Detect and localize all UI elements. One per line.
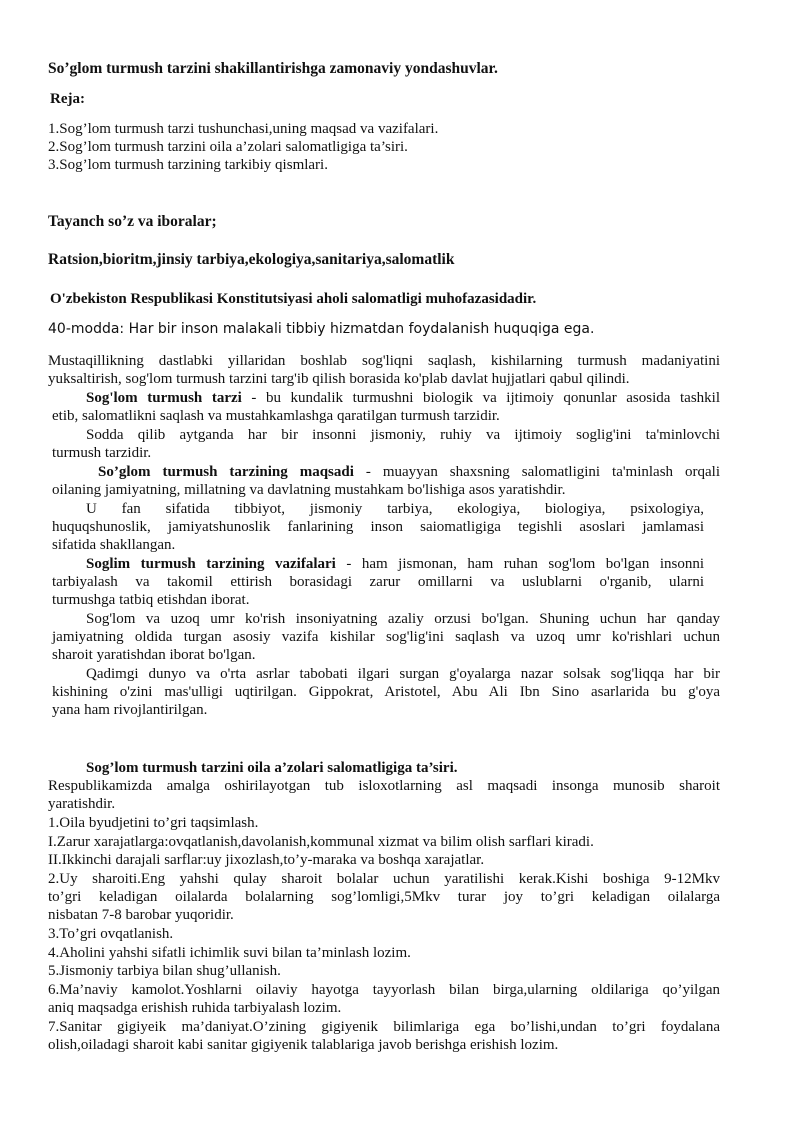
- constitution-heading: O'zbekiston Respublikasi Konstitutsiyasi aholi salomatligi muhofazasidadir.: [50, 291, 537, 307]
- body-line: Sodda qilib aytganda har bir insonni jismoniy, ruhiy va ijtimoiy soglig'ini ta'minlovchi: [86, 427, 720, 443]
- section2-line: 5.Jismoniy tarbiya bilan shug’ullanish.: [48, 963, 281, 979]
- section2-line: nisbatan 7-8 barobar yuqoridir.: [48, 907, 234, 923]
- term-healthy-lifestyle: Sog'lom turmush tarzi: [86, 390, 242, 406]
- body-line: Mustaqillikning dastlabki yillaridan boshlab sog'liqni saqlash, kishilarning turmush madaniyatini: [48, 353, 720, 369]
- body-line: kishining o'zini mas'ulligi uqtirilgan. Gippokrat, Aristotel, Abu Ali Ibn Sino asarlarida bu g'oya: [52, 684, 720, 700]
- body-line: turmush tarzidir.: [52, 445, 152, 461]
- term-tasks: Soglim turmush tarzining vazifalari: [86, 556, 336, 572]
- body-line: So’glom turmush tarzining maqsadi - muayyan shaxsning salomatligini ta'minlash orqali: [98, 464, 720, 480]
- section2-line: 1.Oila byudjetini to’gri taqsimlash.: [48, 815, 259, 831]
- body-line: sifatida shakllangan.: [52, 537, 176, 553]
- plan-item: 2.Sog’lom turmush tarzini oila a’zolari salomatligiga ta’siri.: [48, 139, 408, 155]
- section2-line: 6.Ma’naviy kamolot.Yoshlarni oilaviy hayotga tayyorlash bilan birga,ularning oldilariga qo’yilgan: [48, 982, 720, 998]
- section2-line: aniq maqsadga erishish ruhida tarbiyalash lozim.: [48, 1000, 342, 1016]
- section2-line: yaratishdir.: [48, 796, 116, 812]
- body-line: yuksaltirish, sog'lom turmush tarzini targ'ib qilish borasida ko'plab davlat hujjatlari qabul qilindi.: [48, 371, 630, 387]
- section2-line: 3.To’gri ovqatlanish.: [48, 926, 174, 942]
- section2-line: II.Ikkinchi darajali sarflar:uy jixozlash,to’y-maraka va boshqa xarajatlar.: [48, 852, 485, 868]
- keywords-list: Ratsion,bioritm,jinsiy tarbiya,ekologiya,sanitariya,salomatlik: [48, 251, 455, 268]
- section2-line: olish,oiladagi sharoit kabi sanitar gigiyenik talablariga javob berishga erishish lozim.: [48, 1037, 559, 1053]
- body-line: Qadimgi dunyo va o'rta asrlar tabobati ilgari surgan g'oyalarga nazar solsak sog'liqqa har bir: [86, 666, 720, 682]
- term-goal: So’glom turmush tarzining maqsadi: [98, 464, 354, 480]
- section2-line: to’gri keladigan oilalarda bolalarning sog’lomligi,5Mkv turar joy to’gri keladigan oilalarga: [48, 889, 720, 905]
- body-line: U fan sifatida tibbiyot, jismoniy tarbiya, ekologiya, biologiya, psixologiya,: [86, 501, 704, 517]
- section2-line: 4.Aholini yahshi sifatli ichimlik suvi bilan ta’minlash lozim.: [48, 945, 411, 961]
- section2-heading: Sog’lom turmush tarzini oila a’zolari salomatligiga ta’siri.: [86, 760, 458, 776]
- body-line: etib, salomatlikni saqlash va mustahkamlashga qaratilgan turmush tarzidir.: [52, 408, 500, 424]
- body-line: Sog'lom turmush tarzi - bu kundalik turmushni biologik va ijtimoiy qonunlar asosida tashkil: [86, 390, 720, 406]
- body-line: oilaning jamiyatning, millatning va davlatning mustahkam bo'lishiga asos yaratishdir.: [52, 482, 566, 498]
- body-line: turmushga tatbiq etishdan iborat.: [52, 592, 250, 608]
- keywords-heading: Tayanch so’z va iboralar;: [48, 213, 217, 230]
- body-line: tarbiyalash va takomil ettirish borasidagi zarur omillarni va uslublarni o'rganib, ularni: [52, 574, 704, 590]
- plan-item: 3.Sog’lom turmush tarzining tarkibiy qismlari.: [48, 157, 328, 173]
- section2-line: 2.Uy sharoiti.Eng yahshi qulay sharoit bolalar uchun yaratilishi kerak.Kishi boshiga 9-12Mkv: [48, 871, 720, 887]
- body-line: huquqshunoslik, jamiyatshunoslik fanlarining inson saiomatligiga tegishli asoslari jamlamasi: [52, 519, 704, 535]
- body-line: sharoit yaratishdan iborat bo'lgan.: [52, 647, 256, 663]
- document-title: So’glom turmush tarzini shakillantirishga zamonaviy yondashuvlar.: [48, 60, 498, 77]
- body-line: yana ham rivojlantirilgan.: [52, 702, 208, 718]
- plan-heading: Reja:: [50, 91, 85, 107]
- section2-line: 7.Sanitar gigiyeik ma’daniyat.O’zining gigiyenik bilimlariga ega bo’lishi,undan to’gri foydalana: [48, 1019, 720, 1035]
- body-line: Sog'lom va uzoq umr ko'rish insoniyatning azaliy orzusi bo'lgan. Shuning uchun har qanday: [86, 611, 720, 627]
- constitution-article: 40-modda: Har bir inson malakali tibbiy hizmatdan foydalanish huquqiga ega.: [48, 321, 595, 337]
- body-line: Soglim turmush tarzining vazifalari - ham jismonan, ham ruhan sog'lom bo'lgan insonni: [86, 556, 704, 572]
- section2-line: I.Zarur xarajatlarga:ovqatlanish,davolanish,kommunal xizmat va bilim olish sarflari kiradi.: [48, 834, 594, 850]
- body-line: jamiyatning oldida turgan asosiy vazifa kishilar sog'lig'ini saqlash va uzoq umr ko'rishlari uchun: [52, 629, 720, 645]
- plan-item: 1.Sog’lom turmush tarzi tushunchasi,uning maqsad va vazifalari.: [48, 121, 439, 137]
- section2-line: Respublikamizda amalga oshirilayotgan tub isloxotlarning asl maqsadi insonga munosib sharoit: [48, 778, 720, 794]
